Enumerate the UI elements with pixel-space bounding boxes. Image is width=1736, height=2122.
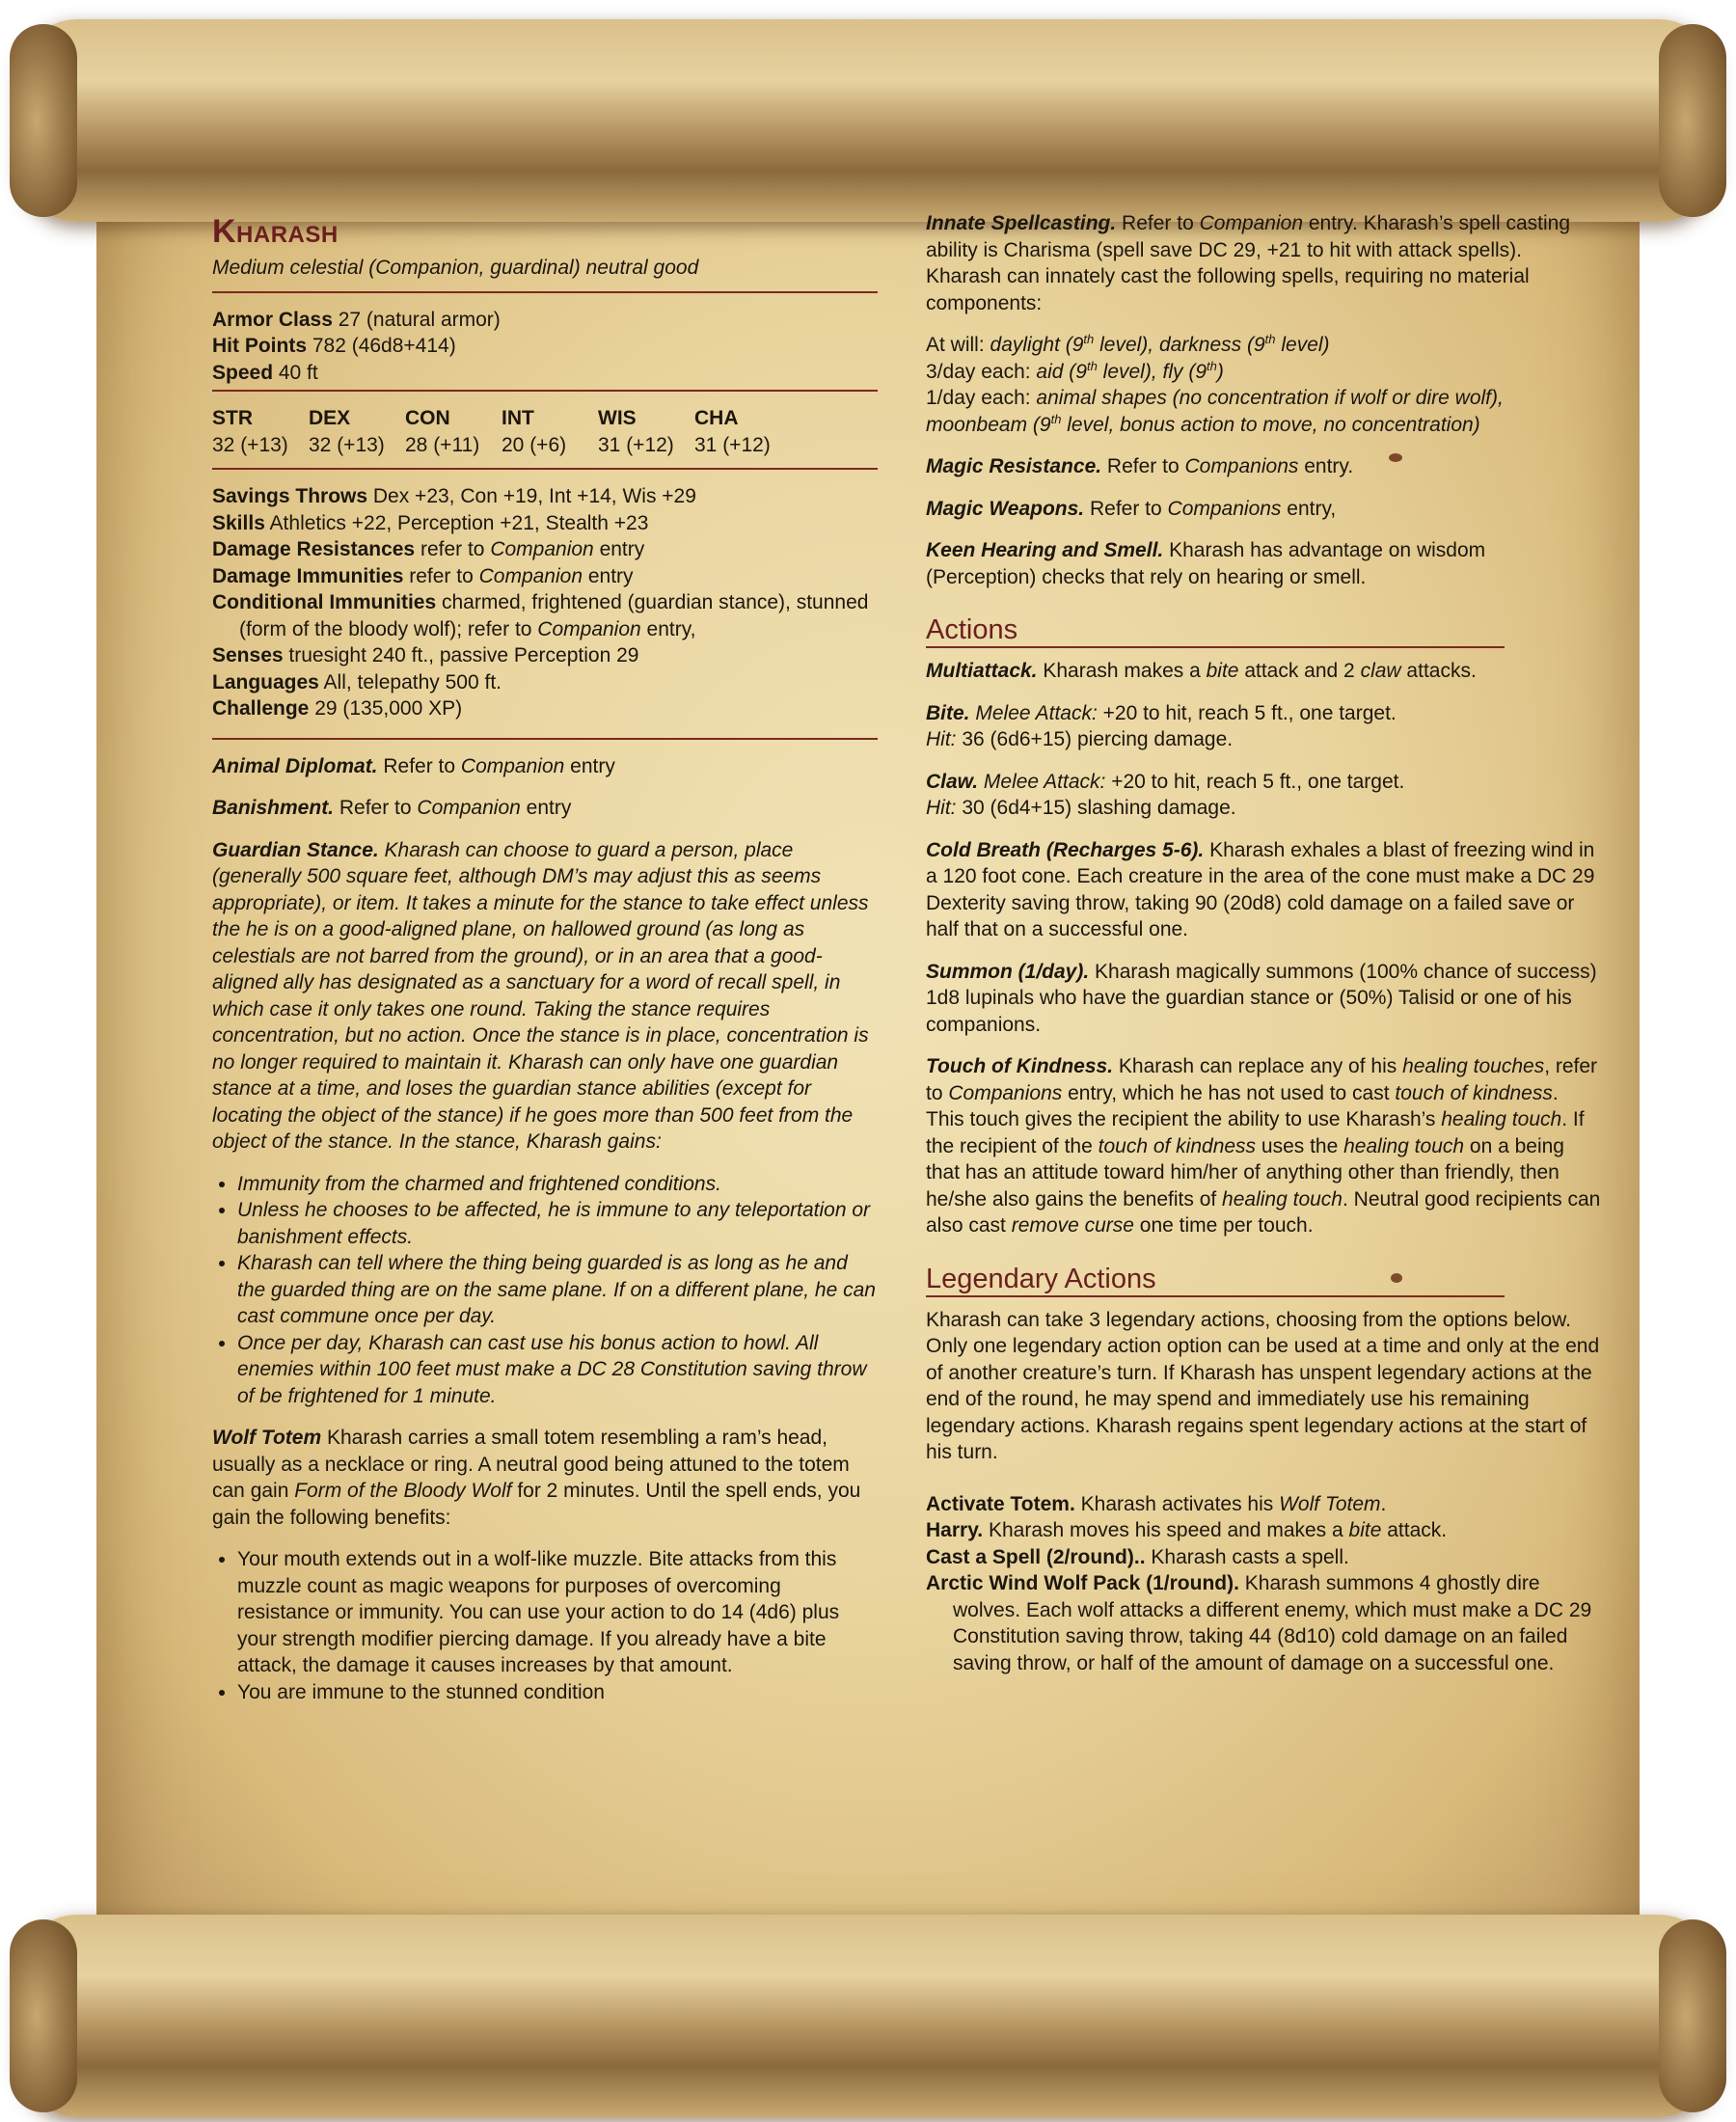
ability-score-dex: 32 (+13)	[309, 433, 385, 456]
creature-subtitle: Medium celestial (Companion, guardinal) neutral good	[212, 257, 699, 279]
legendary-intro: Kharash can take 3 legendary actions, choosing from the options below. Only one legendary action option can be used at a time and only at the end of another creature’s turn. If Kharash has unspent legendary actions at the end of the round, he may spend and immediately use his remaining legendary actions. Kharash regains spent legendary actions at the start of his turn.	[926, 1308, 1600, 1463]
creature-name: Kharash	[212, 213, 339, 250]
damage-immunities: Damage Immunities refer to Companion entry	[212, 564, 634, 587]
scroll-top-left-cap	[10, 24, 77, 217]
trait-animal-diplomat: Animal Diplomat. Refer to Companion entry	[212, 754, 615, 777]
ability-name-cha: CHA	[694, 407, 739, 429]
trait-magic-resistance: Magic Resistance. Refer to Companions entry.	[926, 455, 1354, 477]
ability-name-wis: WIS	[598, 407, 637, 429]
ability-score-str: 32 (+13)	[212, 433, 288, 456]
spells-at-will: At will: daylight (9th level), darkness (9th level)	[926, 332, 1330, 356]
ability-name-con: CON	[405, 407, 450, 429]
action-touch-of-kindness: Touch of Kindness. Kharash can replace any of his healing touches, refer to Companions entry, which he has not used to cast touch of kindness. This touch gives the recipient the ability to use Kharash’s healing touch. If the recipient of the touch of kindness uses the healing touch on a being that has an attitude toward him/her of anything other than friendly, then he/she also gains the benefits of healing touch. Neutral good recipients can also cast remove curse one time per touch.	[926, 1055, 1601, 1237]
skills: Skills Athletics +22, Perception +21, Stealth +23	[212, 511, 649, 534]
spells-three-per-day: 3/day each: aid (9th level), fly (9th)	[926, 358, 1224, 383]
scroll-top-roll	[19, 19, 1717, 222]
action-cold-breath: Cold Breath (Recharges 5-6). Kharash exhales a blast of freezing wind in a 120 foot cone. Each creature in the area of the cone must make a DC 29 Dexterity saving throw, taking 90 (20d8) cold damage on a failed save or half that on a successful one.	[926, 838, 1595, 940]
scroll-bottom-roll	[19, 1915, 1717, 2117]
action-bite: Bite. Melee Attack: +20 to hit, reach 5 ft., one target. Hit: 36 (6d6+15) piercing damage.	[926, 701, 1397, 750]
scroll-bottom-right-cap	[1659, 1919, 1726, 2112]
ability-score-wis: 31 (+12)	[598, 433, 674, 456]
trait-keen-hearing: Keen Hearing and Smell. Kharash has advantage on wisdom (Perception) checks that rely on hearing or smell.	[926, 539, 1486, 588]
list-item: • You are immune to the stunned condition	[237, 1679, 878, 1706]
ability-score-int: 20 (+6)	[502, 433, 567, 456]
ability-scores	[212, 405, 878, 458]
legendary-action-list	[926, 1491, 1601, 1677]
basic-stats	[212, 307, 878, 387]
list-item: • Your mouth extends out in a wolf-like muzzle. Bite attacks from this muzzle count as magic weapons for purposes of overcoming resistance or immunity. You can use your action to do 14 (4d6) plus your strength modifier piercing damage. If you already have a bite attack, the damage it causes increases by that amount.	[237, 1546, 878, 1679]
divider	[212, 390, 878, 392]
legendary-cast-spell: Cast a Spell (2/round).. Kharash casts a spell.	[926, 1545, 1349, 1568]
list-item: • Kharash can tell where the thing being guarded is as long as he and the guarded thing are on the same plane. If on a different plane, he can cast commune once per day.	[237, 1250, 878, 1330]
legendary-harry: Harry. Kharash moves his speed and makes a bite attack.	[926, 1519, 1448, 1541]
scroll-top-right-cap	[1659, 24, 1726, 217]
saving-throws: Savings Throws Dex +23, Con +19, Int +14, Wis +29	[212, 485, 696, 507]
legendary-actions-heading: Legendary Actions	[926, 1263, 1505, 1297]
trait-magic-weapons: Magic Weapons. Refer to Companions entry,	[926, 497, 1337, 520]
divider	[212, 738, 878, 740]
languages: Languages All, telepathy 500 ft.	[212, 670, 502, 694]
list-item: • Once per day, Kharash can cast use his bonus action to howl. All enemies within 100 feet must make a DC 28 Constitution saving throw of be frightened for 1 minute.	[237, 1330, 878, 1410]
challenge: Challenge 29 (135,000 XP)	[212, 697, 463, 720]
action-multiattack: Multiattack. Kharash makes a bite attack and 2 claw attacks.	[926, 660, 1477, 682]
spells-one-per-day: 1/day each: animal shapes (no concentration if wolf or dire wolf), moonbeam (9th level, bonus action to move, no concentration)	[926, 387, 1504, 436]
list-item: • Immunity from the charmed and frightened conditions.	[237, 1171, 878, 1198]
spell-list	[926, 332, 1601, 438]
armor-class: Armor Class 27 (natural armor)	[212, 308, 501, 331]
trait-wolf-totem: Wolf Totem Kharash carries a small totem resembling a ram’s head, usually as a necklace or ring. A neutral good being attuned to the totem can gain Form of the Bloody Wolf for 2 minutes. Until the spell ends, you gain the following benefits:	[212, 1427, 861, 1529]
divider	[212, 468, 878, 470]
actions-heading: Actions	[926, 613, 1505, 648]
list-item: • Unless he chooses to be affected, he is immune to any teleportation or banishment effects.	[237, 1197, 878, 1250]
right-column	[926, 210, 1601, 1676]
trait-innate-spellcasting: Innate Spellcasting. Refer to Companion entry. Kharash’s spell casting ability is Charisma (spell save DC 29, +21 to hit with attack spells). Kharash can innately cast the following spells, requiring no material components:	[926, 212, 1571, 314]
divider	[212, 291, 878, 293]
trait-guardian-stance: Guardian Stance. Kharash can choose to guard a person, place (generally 500 square feet, although DM’s may adjust this as seems appropriate), or item. It takes a minute for the stance to take effect unless the he is on a good-aligned plane, on hallowed ground (as long as celestials are not barred from the ground), or in an area that a good-aligned ally has designated as a sanctuary for a word of recall spell, in which case it only takes one round. Taking the stance requires concentration, but no action. Once the stance is in place, concentration is no longer required to maintain it. Kharash can only have one guardian stance at a time, and loses the guardian stance abilities (except for locating the object of the stance) if he goes more than 500 feet from the object of the stance. In the stance, Kharash gains:	[212, 838, 869, 1153]
legendary-arctic-wind: Arctic Wind Wolf Pack (1/round). Kharash summons 4 ghostly dire wolves. Each wolf attacks a different enemy, which must make a DC 29 Constitution saving throw, taking 44 (8d10) cold damage on an failed saving throw, or half of the amount of damage on a successful one.	[926, 1572, 1592, 1674]
scroll-bottom-left-cap	[10, 1919, 77, 2112]
senses: Senses truesight 240 ft., passive Perception 29	[212, 644, 639, 667]
damage-resistances: Damage Resistances refer to Companion entry	[212, 538, 645, 560]
speed: Speed 40 ft	[212, 361, 318, 384]
ability-name-str: STR	[212, 407, 253, 429]
action-claw: Claw. Melee Attack: +20 to hit, reach 5 ft., one target. Hit: 30 (6d4+15) slashing damage.	[926, 770, 1405, 819]
ability-name-int: INT	[502, 407, 534, 429]
legendary-activate-totem: Activate Totem. Kharash activates his Wolf Totem.	[926, 1492, 1387, 1515]
hit-points: Hit Points 782 (46d8+414)	[212, 335, 456, 357]
action-summon: Summon (1/day). Kharash magically summons (100% chance of success) 1d8 lupinals who have the guardian stance or (50%) Talisid or one of his companions.	[926, 960, 1597, 1036]
conditional-immunities: Conditional Immunities charmed, frightened (guardian stance), stunned (form of the bloody wolf); refer to Companion entry,	[212, 591, 869, 640]
ability-score-con: 28 (+11)	[405, 433, 480, 456]
wolf-totem-benefits	[212, 1546, 878, 1705]
secondary-stats	[212, 483, 878, 722]
ability-score-cha: 31 (+12)	[694, 433, 771, 456]
guardian-stance-benefits	[212, 1171, 878, 1410]
left-column	[212, 212, 878, 1721]
ability-name-dex: DEX	[309, 407, 351, 429]
trait-banishment: Banishment. Refer to Companion entry	[212, 797, 572, 819]
